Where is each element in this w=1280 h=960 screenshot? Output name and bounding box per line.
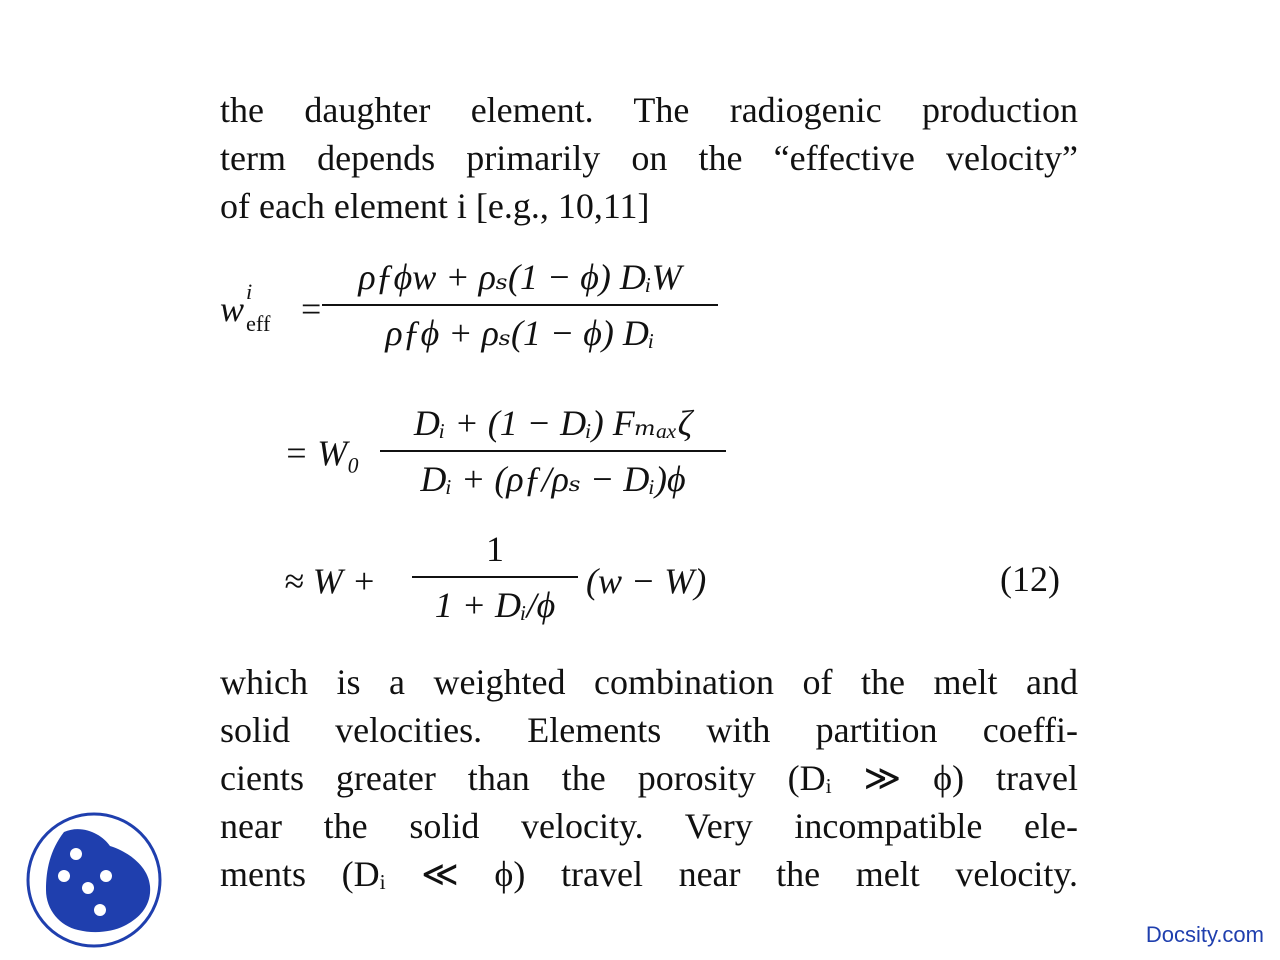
fraction-bar	[322, 304, 718, 306]
outro-line: ments (Dᵢ ≪ ϕ) travel near the melt velocity.	[220, 854, 1078, 894]
docsity-logo-icon	[24, 810, 164, 950]
outro-paragraph	[220, 658, 1078, 898]
line3-prefix: ≈ W +	[284, 561, 377, 601]
outro-line: solid velocities. Elements with partition coeffi-	[220, 710, 1078, 750]
line1-numerator: ρƒϕw + ρₛ(1 − ϕ) DᵢW	[358, 257, 682, 297]
line2-denominator: Dᵢ + (ρƒ/ρₛ − Dᵢ)ϕ	[420, 459, 686, 499]
lhs-symbol: w	[220, 289, 245, 329]
equation-line3-fraction	[412, 526, 578, 628]
line3-denominator: 1 + Dᵢ/ϕ	[434, 585, 556, 625]
equation-lhs: w i eff =	[220, 279, 322, 336]
equation-line1-fraction	[322, 254, 718, 356]
intro-paragraph	[220, 86, 1078, 230]
outro-line: near the solid velocity. Very incompatible ele-	[220, 806, 1078, 846]
intro-line: of each element i [e.g., 10,11]	[220, 186, 650, 226]
line1-denominator: ρƒϕ + ρₛ(1 − ϕ) Dᵢ	[385, 313, 655, 353]
outro-line: which is a weighted combination of the melt and	[220, 662, 1078, 702]
line2-prefix: = W₀	[284, 433, 360, 473]
fraction-bar	[380, 450, 726, 452]
fraction-bar	[412, 576, 578, 578]
line3-numerator: 1	[486, 529, 504, 569]
line2-numerator: Dᵢ + (1 − Dᵢ) Fₘₐₓζ	[413, 403, 693, 443]
intro-line: the daughter element. The radiogenic production	[220, 90, 1078, 130]
intro-line: term depends primarily on the “effective velocity”	[220, 138, 1078, 178]
equation-line2-fraction	[380, 400, 726, 502]
outro-line: cients greater than the porosity (Dᵢ ≫ ϕ) travel	[220, 758, 1078, 798]
watermark-link[interactable]: Docsity.com	[1145, 922, 1264, 947]
line3-suffix: (w − W)	[586, 561, 707, 601]
equation-number: (12)	[1000, 559, 1060, 599]
